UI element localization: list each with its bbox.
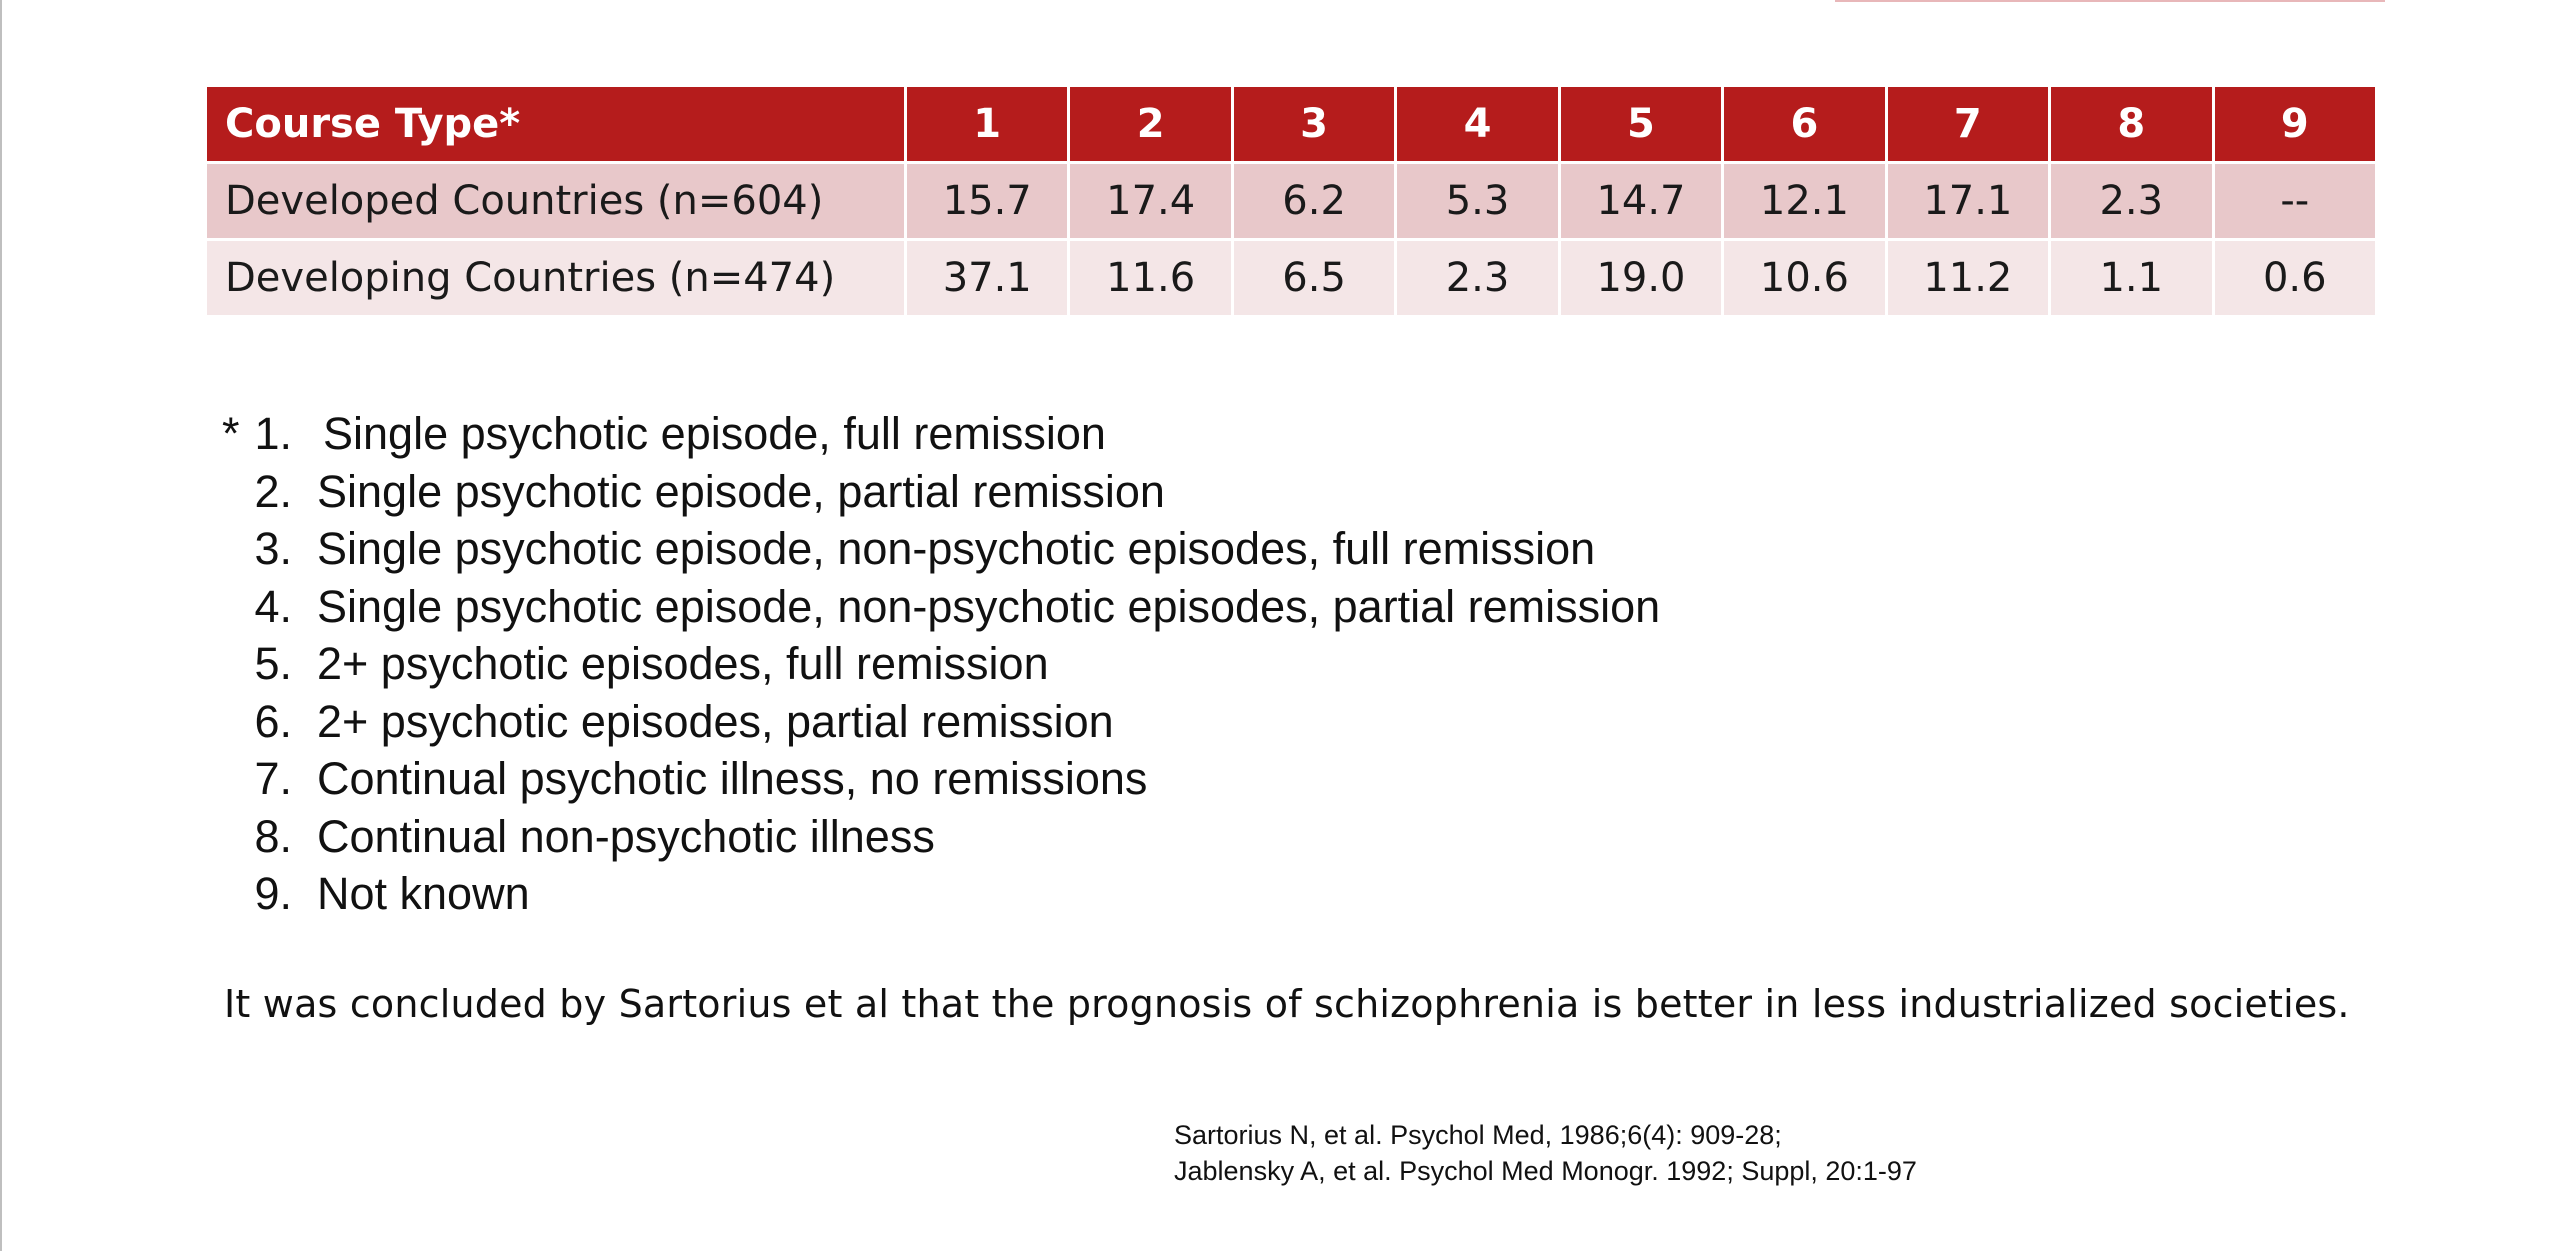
legend-text: 2+ psychotic episodes, partial remission: [317, 695, 1114, 747]
table-cell: 6.5: [1232, 240, 1395, 317]
legend-number: 8.: [254, 810, 292, 862]
table-cell: 15.7: [906, 163, 1069, 240]
table-row-developing: [206, 240, 2377, 317]
legend-number: 1.: [254, 408, 292, 459]
conclusion-text: It was concluded by Sartorius et al that the prognosis of schizophrenia is better in less industrialized societies.: [224, 982, 2350, 1026]
reference-item: Jablensky A, et al. Psychol Med Monogr. 1992; Suppl, 20:1-97: [1174, 1156, 1917, 1186]
header-col-6: 6: [1723, 86, 1886, 163]
table-row-developed: [206, 163, 2377, 240]
legend-text: Single psychotic episode, non-psychotic episodes, full remission: [317, 523, 1596, 574]
legend-text: Single psychotic episode, non-psychotic episodes, partial remission: [317, 580, 1661, 632]
references: [1174, 1117, 1917, 1189]
legend-text: Continual psychotic illness, no remissions: [317, 753, 1148, 804]
row-label: Developing Countries (n=474): [206, 240, 906, 317]
header-col-7: 7: [1886, 86, 2049, 163]
header-col-5: 5: [1559, 86, 1722, 163]
table-cell: 2.3: [2050, 163, 2213, 240]
header-course-type: Course Type*: [206, 86, 906, 163]
header-col-3: 3: [1232, 86, 1395, 163]
legend-number: 6.: [254, 695, 292, 747]
header-col-2: 2: [1069, 86, 1232, 163]
table-cell: 14.7: [1559, 163, 1722, 240]
table-cell: 12.1: [1723, 163, 1886, 240]
legend-text: Single psychotic episode, full remission: [323, 408, 1106, 459]
table-cell: 19.0: [1559, 240, 1722, 317]
legend-text: Not known: [317, 868, 530, 919]
table-cell: 11.6: [1069, 240, 1232, 317]
table-cell: 37.1: [906, 240, 1069, 317]
slide-left-border: [0, 0, 2, 1251]
row-label: Developed Countries (n=604): [206, 163, 906, 240]
table-cell: 0.6: [2213, 240, 2377, 317]
legend-text: Single psychotic episode, partial remission: [317, 465, 1165, 517]
legend-text: Continual non-psychotic illness: [317, 810, 935, 862]
table-cell: 17.4: [1069, 163, 1232, 240]
table-cell: 10.6: [1723, 240, 1886, 317]
legend-asterisk: *: [222, 408, 240, 459]
legend-number: 2.: [254, 465, 292, 517]
legend-text: 2+ psychotic episodes, full remission: [317, 638, 1049, 689]
table-cell: 11.2: [1886, 240, 2049, 317]
table-header-row: [206, 86, 2377, 163]
reference-item: Sartorius N, et al. Psychol Med, 1986;6(4): 909-28;: [1174, 1120, 1782, 1150]
legend-number: 9.: [254, 868, 292, 919]
header-col-4: 4: [1396, 86, 1559, 163]
table-cell: --: [2213, 163, 2377, 240]
table-cell: 5.3: [1396, 163, 1559, 240]
legend-number: 5.: [254, 638, 292, 689]
header-col-8: 8: [2050, 86, 2213, 163]
legend-number: 4.: [254, 580, 292, 632]
header-col-1: 1: [906, 86, 1069, 163]
table-cell: 1.1: [2050, 240, 2213, 317]
course-type-table: [204, 84, 2378, 318]
header-col-9: 9: [2213, 86, 2377, 163]
top-accent-line: [1835, 0, 2385, 2]
table-cell: 17.1: [1886, 163, 2049, 240]
legend-number: 3.: [254, 523, 292, 574]
legend-number: 7.: [254, 753, 292, 804]
table-cell: 2.3: [1396, 240, 1559, 317]
table-cell: 6.2: [1232, 163, 1395, 240]
